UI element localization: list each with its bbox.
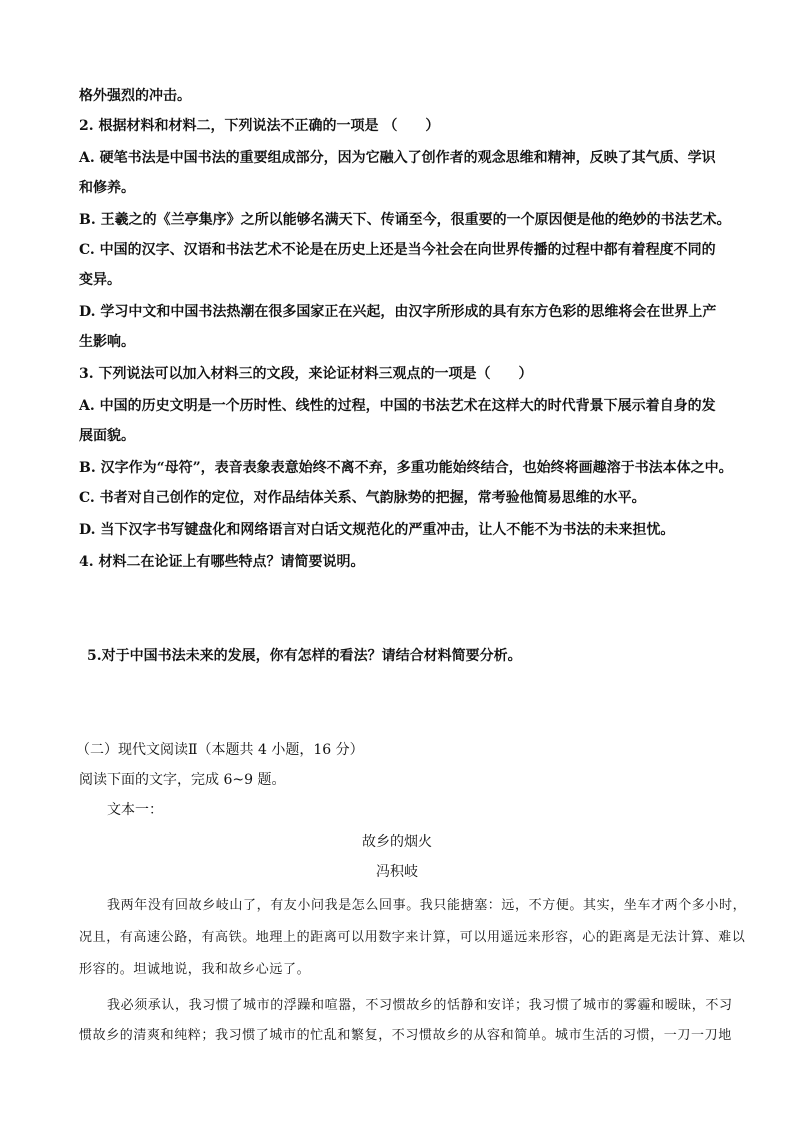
material-tail-text: 格外强烈的冲击。: [79, 88, 191, 104]
question-3-option-a-cont: 展面貌。: [79, 428, 135, 444]
question-3-stem: 3. 下列说法可以加入材料三的文段，来论证材料三观点的一项是（ ）: [79, 366, 533, 382]
article-author: 冯积岐: [376, 864, 418, 880]
question-2-option-d: D. 学习中文和中国书法热潮在很多国家正在兴起，由汉字所形成的具有东方色彩的思维将会在世界上产: [79, 304, 717, 320]
question-3-option-a: A. 中国的历史文明是一个历时性、线性的过程，中国的书法艺术在这样大的时代背景下展示着自身的发: [79, 398, 716, 414]
article-paragraph-line: 况且，有高速公路，有高铁。地理上的距离可以用数字来计算，可以用遥远来形容，心的距离是无法计算、难以: [79, 930, 746, 945]
question-3-option-b: B. 汉字作为“母符”，表音表象表意始终不离不弃，多重功能始终结合，也始终将画趣溶于书法本体之中。: [79, 460, 733, 476]
question-5-stem: 5.对于中国书法未来的发展，你有怎样的看法？请结合材料简要分析。: [87, 648, 522, 664]
question-2-option-a-cont: 和修养。: [79, 180, 135, 196]
article-paragraph-line: 我两年没有回故乡岐山了，有友小问我是怎么回事。我只能搪塞：远，不方便。其实，坐车才两个多小时，: [107, 898, 747, 913]
question-4-stem: 4. 材料二在论证上有哪些特点？请简要说明。: [79, 554, 365, 570]
article-title: 故乡的烟火: [362, 834, 432, 850]
question-2-option-b: B. 王羲之的《兰亭集序》之所以能够名满天下、传诵至今，很重要的一个原因便是他的绝妙的书法艺术。: [79, 212, 731, 228]
section-2-instruction: 阅读下面的文字，完成 6~9 题。: [79, 772, 286, 788]
article-paragraph-line: 惯故乡的清爽和纯粹；我习惯了城市的忙乱和繁复，不习惯故乡的从容和简单。城市生活的习惯，一刀一刀地: [79, 1028, 732, 1043]
article-paragraph-line: 我必须承认，我习惯了城市的浮躁和喧嚣，不习惯故乡的恬静和安详；我习惯了城市的雾霾和暧昧，不习: [107, 998, 733, 1013]
article-paragraph-line: 形容的。坦诚地说，我和故乡心远了。: [79, 962, 311, 977]
question-3-option-c: C. 书者对自己创作的定位，对作品结体关系、气韵脉势的把握，常考验他简易思维的水平。: [79, 490, 646, 506]
question-2-stem: 2. 根据材料和材料二，下列说法不正确的一项是 （ ）: [79, 118, 440, 134]
section-2-heading: （二）现代文阅读Ⅱ（本题共 4 小题，16 分）: [76, 742, 364, 758]
question-3-option-d: D. 当下汉字书写键盘化和网络语言对白话文规范化的严重冲击，让人不能不为书法的未来担忧。: [79, 522, 675, 538]
question-2-option-c: C. 中国的汉字、汉语和书法艺术不论是在历史上还是当今社会在向世界传播的过程中都有着程度不同的: [79, 242, 716, 258]
question-2-option-c-cont: 变异。: [79, 272, 121, 288]
question-2-option-d-cont: 生影响。: [79, 334, 135, 350]
question-2-option-a: A. 硬笔书法是中国书法的重要组成部分，因为它融入了创作者的观念思维和精神，反映了其气质、学识: [79, 150, 716, 166]
text-one-label: 文本一：: [107, 802, 163, 818]
